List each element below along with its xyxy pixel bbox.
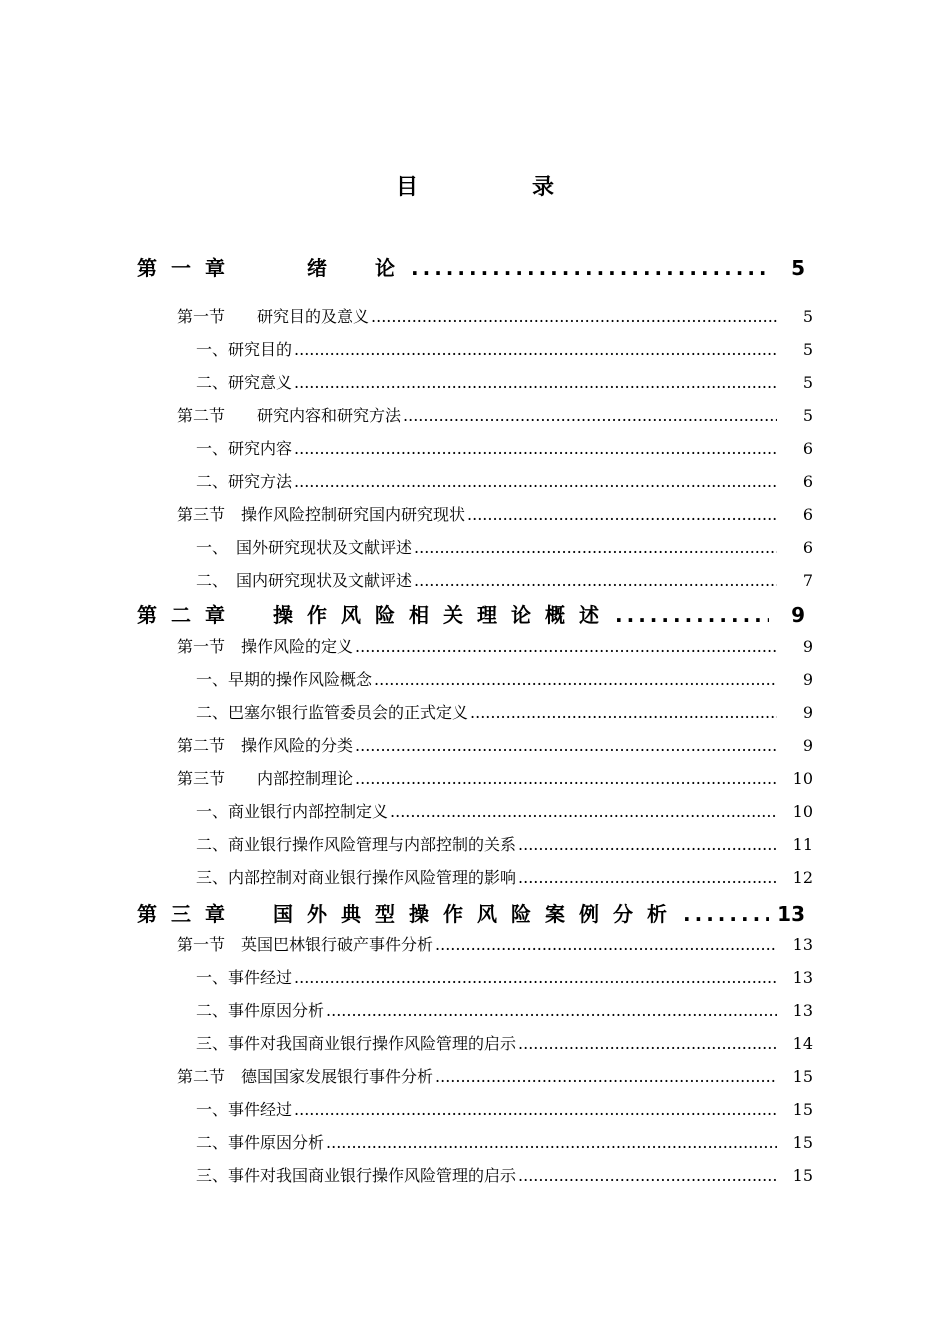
- toc-entry-label: 一、 国外研究现状及文献评述: [196, 538, 413, 557]
- dot-leader: [683, 902, 769, 926]
- toc-entry-label: 二、事件原因分析: [196, 1133, 325, 1152]
- toc-entry-label: 第一节 英国巴林银行破产事件分析: [177, 935, 434, 954]
- toc-entry-label: 第二节 研究内容和研究方法: [177, 406, 402, 425]
- toc-entry-label: 三、事件对我国商业银行操作风险管理的启示: [196, 1166, 517, 1185]
- toc-entry-sub[interactable]: [196, 700, 813, 730]
- dot-leader: [414, 538, 777, 557]
- dot-leader: [518, 835, 777, 854]
- dot-leader: [411, 256, 769, 280]
- toc-entry-page-number: 6: [802, 439, 813, 458]
- dot-leader: [470, 703, 777, 722]
- toc-entry-page-number: 5: [802, 406, 813, 425]
- dot-leader: [294, 968, 777, 987]
- toc-entry-page-number: 15: [792, 1100, 813, 1119]
- toc-entry-label: 第二章 操作风险相关理论概述: [137, 603, 613, 627]
- toc-entry-page-number: 13: [792, 1001, 813, 1020]
- toc-entry-sub[interactable]: [196, 832, 813, 862]
- dot-leader: [518, 1034, 777, 1053]
- toc-entry-label: 一、研究目的: [196, 340, 293, 359]
- toc-entry-label: 第一章 绪 论: [137, 256, 409, 280]
- toc-entry-section[interactable]: [177, 733, 813, 763]
- toc-entry-section[interactable]: [177, 304, 813, 334]
- dot-leader: [294, 340, 777, 359]
- toc-entry-label: 一、事件经过: [196, 968, 293, 987]
- toc-entry-page-number: 10: [792, 769, 813, 788]
- toc-entry-page-number: 12: [792, 868, 813, 887]
- toc-entry-label: 第三节 操作风险控制研究国内研究现状: [177, 505, 466, 524]
- toc-entry-section[interactable]: [177, 932, 813, 962]
- toc-entry-chapter[interactable]: [137, 599, 805, 633]
- toc-title: 目 录: [395, 175, 600, 200]
- dot-leader: [294, 373, 777, 392]
- toc-entry-sub[interactable]: [196, 469, 813, 499]
- toc-entry-sub[interactable]: [196, 799, 813, 829]
- toc-entry-label: 二、商业银行操作风险管理与内部控制的关系: [196, 835, 517, 854]
- dot-leader: [355, 769, 777, 788]
- toc-entry-label: 二、研究意义: [196, 373, 293, 392]
- dot-leader: [294, 439, 777, 458]
- dot-leader: [374, 670, 777, 689]
- toc-entry-page-number: 13: [777, 902, 805, 926]
- toc-entry-sub[interactable]: [196, 1031, 813, 1061]
- dot-leader: [414, 571, 777, 590]
- toc-entry-section[interactable]: [177, 1064, 813, 1094]
- toc-entry-chapter[interactable]: [137, 898, 805, 932]
- toc-entry-chapter[interactable]: [137, 252, 805, 286]
- dot-leader: [294, 472, 777, 491]
- toc-entry-label: 一、商业银行内部控制定义: [196, 802, 389, 821]
- toc-entry-page-number: 9: [791, 603, 805, 627]
- toc-entry-page-number: 15: [792, 1067, 813, 1086]
- toc-entry-label: 三、内部控制对商业银行操作风险管理的影响: [196, 868, 517, 887]
- toc-entry-label: 一、早期的操作风险概念: [196, 670, 373, 689]
- toc-entry-label: 二、巴塞尔银行监管委员会的正式定义: [196, 703, 469, 722]
- dot-leader: [518, 868, 777, 887]
- toc-entry-page-number: 10: [792, 802, 813, 821]
- dot-leader: [615, 603, 769, 627]
- toc-entry-label: 二、 国内研究现状及文献评述: [196, 571, 413, 590]
- dot-leader: [355, 637, 777, 656]
- toc-entry-label: 第三章 国外典型操作风险案例分析: [137, 902, 681, 926]
- dot-leader: [371, 307, 777, 326]
- toc-entry-label: 二、事件原因分析: [196, 1001, 325, 1020]
- toc-entry-label: 第二节 德国国家发展银行事件分析: [177, 1067, 434, 1086]
- toc-entry-page-number: 5: [802, 373, 813, 392]
- dot-leader: [326, 1001, 777, 1020]
- dot-leader: [435, 1067, 777, 1086]
- toc-entry-page-number: 11: [792, 835, 813, 854]
- toc-entry-sub[interactable]: [196, 370, 813, 400]
- toc-entry-page-number: 5: [802, 340, 813, 359]
- dot-leader: [467, 505, 777, 524]
- dot-leader: [518, 1166, 777, 1185]
- dot-leader: [294, 1100, 777, 1119]
- toc-entry-page-number: 5: [802, 307, 813, 326]
- toc-entry-label: 二、研究方法: [196, 472, 293, 491]
- toc-entry-sub[interactable]: [196, 337, 813, 367]
- toc-entry-section[interactable]: [177, 403, 813, 433]
- toc-entry-section[interactable]: [177, 766, 813, 796]
- toc-entry-page-number: 9: [802, 670, 813, 689]
- toc-entry-label: 一、事件经过: [196, 1100, 293, 1119]
- dot-leader: [326, 1133, 777, 1152]
- toc-entry-page-number: 13: [792, 968, 813, 987]
- toc-entry-label: 第一节 研究目的及意义: [177, 307, 370, 326]
- toc-entry-page-number: 14: [792, 1034, 813, 1053]
- toc-entry-page-number: 6: [802, 505, 813, 524]
- toc-entry-sub[interactable]: [196, 535, 813, 565]
- toc-entry-page-number: 6: [802, 472, 813, 491]
- toc-entry-label: 一、研究内容: [196, 439, 293, 458]
- toc-entry-sub[interactable]: [196, 568, 813, 598]
- toc-entry-section[interactable]: [177, 502, 813, 532]
- toc-entry-sub[interactable]: [196, 1097, 813, 1127]
- dot-leader: [355, 736, 777, 755]
- toc-entry-sub[interactable]: [196, 998, 813, 1028]
- toc-entry-sub[interactable]: [196, 667, 813, 697]
- toc-entry-sub[interactable]: [196, 965, 813, 995]
- dot-leader: [403, 406, 777, 425]
- toc-entry-sub[interactable]: [196, 1130, 813, 1160]
- toc-entry-sub[interactable]: [196, 436, 813, 466]
- toc-entry-section[interactable]: [177, 634, 813, 664]
- toc-entry-page-number: 7: [802, 571, 813, 590]
- toc-entry-page-number: 9: [802, 736, 813, 755]
- toc-entry-page-number: 9: [802, 703, 813, 722]
- toc-entry-label: 三、事件对我国商业银行操作风险管理的启示: [196, 1034, 517, 1053]
- dot-leader: [390, 802, 777, 821]
- toc-entry-page-number: 15: [792, 1166, 813, 1185]
- toc-entry-label: 第一节 操作风险的定义: [177, 637, 354, 656]
- dot-leader: [435, 935, 777, 954]
- toc-entry-sub[interactable]: [196, 865, 813, 895]
- toc-entry-page-number: 15: [792, 1133, 813, 1152]
- toc-entry-label: 第二节 操作风险的分类: [177, 736, 354, 755]
- toc-entry-page-number: 5: [791, 256, 805, 280]
- toc-entry-page-number: 9: [802, 637, 813, 656]
- toc-entry-label: 第三节 内部控制理论: [177, 769, 354, 788]
- toc-entry-page-number: 13: [792, 935, 813, 954]
- toc-entry-page-number: 6: [802, 538, 813, 557]
- toc-entry-sub[interactable]: [196, 1163, 813, 1193]
